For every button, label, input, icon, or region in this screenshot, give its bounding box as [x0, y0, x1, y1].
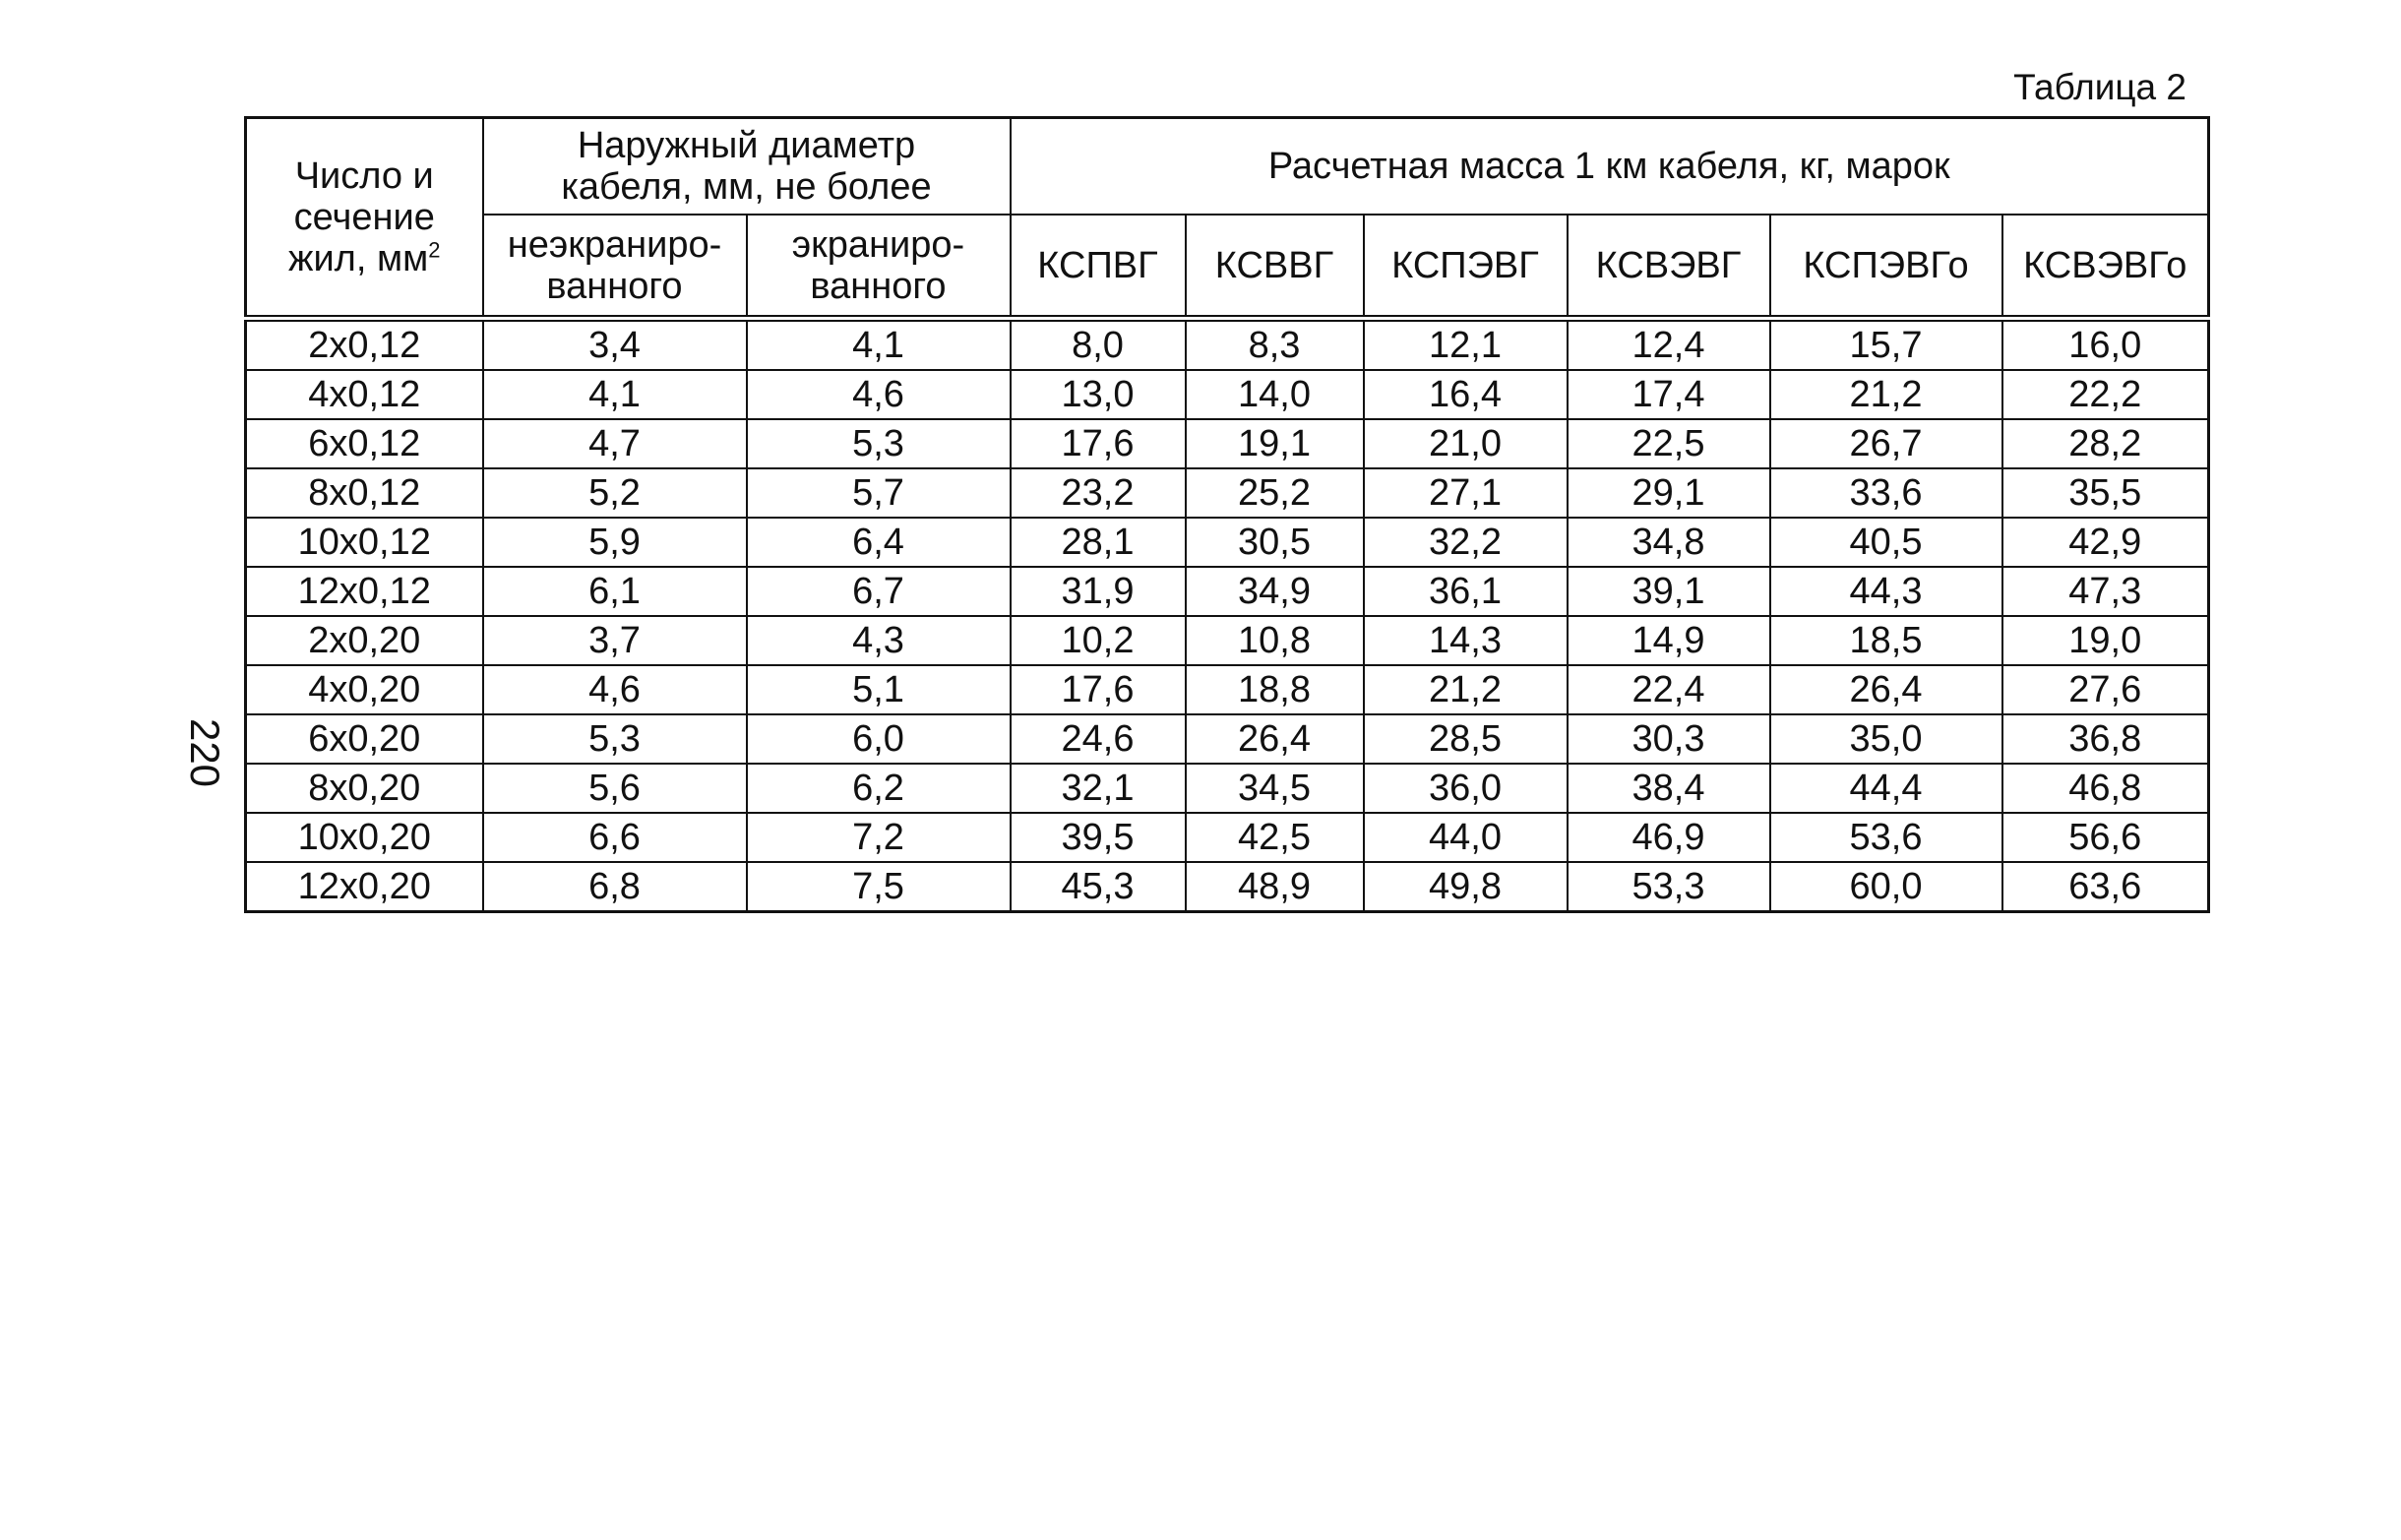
cell-diameter-unshielded: 6,1 [483, 567, 747, 616]
cell-mass-kspvg: 32,1 [1011, 764, 1186, 813]
header-mark-kspevg: КСПЭВГ [1364, 215, 1568, 319]
table-row [246, 764, 2209, 813]
cell-cores-section: 10x0,12 [246, 518, 483, 567]
cell-mass-ksvevg: 12,4 [1568, 319, 1770, 371]
cell-mass-ksvvg: 18,8 [1186, 665, 1364, 714]
table-row [246, 370, 2209, 419]
cell-mass-ksvvg: 30,5 [1186, 518, 1364, 567]
cell-cores-section: 6x0,20 [246, 714, 483, 764]
cell-mass-kspvg: 23,2 [1011, 468, 1186, 518]
table-row [246, 567, 2209, 616]
cell-mass-kspvg: 39,5 [1011, 813, 1186, 862]
cell-mass-kspvg: 8,0 [1011, 319, 1186, 371]
cell-mass-ksvevg: 38,4 [1568, 764, 1770, 813]
cell-cores-section: 8x0,20 [246, 764, 483, 813]
cell-mass-kspevg: 28,5 [1364, 714, 1568, 764]
cell-mass-ksvevgo: 19,0 [2002, 616, 2209, 665]
cell-cores-section: 10x0,20 [246, 813, 483, 862]
cell-diameter-unshielded: 5,2 [483, 468, 747, 518]
cell-cores-section: 12x0,12 [246, 567, 483, 616]
cell-diameter-shielded: 6,4 [747, 518, 1011, 567]
cell-cores-section: 2x0,20 [246, 616, 483, 665]
cell-diameter-shielded: 7,2 [747, 813, 1011, 862]
table-row [246, 319, 2209, 371]
cell-diameter-unshielded: 6,8 [483, 862, 747, 912]
cell-diameter-unshielded: 3,7 [483, 616, 747, 665]
cell-diameter-unshielded: 6,6 [483, 813, 747, 862]
cell-mass-ksvvg: 42,5 [1186, 813, 1364, 862]
header-shielded: экраниро- ванного [747, 215, 1011, 319]
cell-mass-ksvevgo: 36,8 [2002, 714, 2209, 764]
cell-mass-ksvevg: 30,3 [1568, 714, 1770, 764]
cell-mass-ksvvg: 34,5 [1186, 764, 1364, 813]
cell-mass-kspevg: 27,1 [1364, 468, 1568, 518]
cell-mass-ksvevgo: 28,2 [2002, 419, 2209, 468]
header-estimated-mass: Расчетная масса 1 км кабеля, кг, марок [1011, 118, 2209, 216]
cell-diameter-unshielded: 4,1 [483, 370, 747, 419]
cell-mass-ksvvg: 10,8 [1186, 616, 1364, 665]
header-mark-kspvg: КСПВГ [1011, 215, 1186, 319]
table-caption: Таблица 2 [2013, 67, 2186, 107]
table-body [246, 319, 2209, 912]
cell-mass-ksvevgo: 27,6 [2002, 665, 2209, 714]
table-row [246, 616, 2209, 665]
cell-mass-kspvg: 13,0 [1011, 370, 1186, 419]
cell-mass-ksvevgo: 63,6 [2002, 862, 2209, 912]
cable-mass-table [244, 116, 2210, 913]
cell-diameter-unshielded: 3,4 [483, 319, 747, 371]
header-mark-kspevgo: КСПЭВГо [1770, 215, 2002, 319]
cell-mass-ksvevg: 17,4 [1568, 370, 1770, 419]
table-row [246, 714, 2209, 764]
cell-mass-kspvg: 24,6 [1011, 714, 1186, 764]
cell-diameter-shielded: 4,1 [747, 319, 1011, 371]
cell-mass-ksvevgo: 22,2 [2002, 370, 2209, 419]
cell-cores-section: 4x0,20 [246, 665, 483, 714]
table-row [246, 518, 2209, 567]
cell-mass-kspevg: 14,3 [1364, 616, 1568, 665]
cell-mass-kspevgo: 33,6 [1770, 468, 2002, 518]
cell-diameter-shielded: 5,1 [747, 665, 1011, 714]
cell-mass-ksvevg: 29,1 [1568, 468, 1770, 518]
cell-mass-ksvvg: 19,1 [1186, 419, 1364, 468]
cell-diameter-shielded: 4,6 [747, 370, 1011, 419]
cell-diameter-shielded: 6,7 [747, 567, 1011, 616]
cell-mass-ksvvg: 8,3 [1186, 319, 1364, 371]
cell-mass-kspvg: 28,1 [1011, 518, 1186, 567]
cell-mass-kspevgo: 35,0 [1770, 714, 2002, 764]
cell-mass-ksvevg: 46,9 [1568, 813, 1770, 862]
cell-mass-ksvevgo: 46,8 [2002, 764, 2209, 813]
header-mark-ksvvg: КСВВГ [1186, 215, 1364, 319]
cell-diameter-unshielded: 4,7 [483, 419, 747, 468]
cell-mass-kspvg: 17,6 [1011, 665, 1186, 714]
header-outer-diameter: Наружный диаметр кабеля, мм, не более [483, 118, 1011, 216]
cell-diameter-unshielded: 5,6 [483, 764, 747, 813]
cell-diameter-shielded: 5,7 [747, 468, 1011, 518]
cell-mass-kspevgo: 26,7 [1770, 419, 2002, 468]
cell-cores-section: 4x0,12 [246, 370, 483, 419]
cell-mass-ksvvg: 34,9 [1186, 567, 1364, 616]
table-row [246, 665, 2209, 714]
cell-diameter-shielded: 6,2 [747, 764, 1011, 813]
cell-mass-kspevg: 12,1 [1364, 319, 1568, 371]
cell-mass-ksvvg: 48,9 [1186, 862, 1364, 912]
cell-mass-kspevg: 44,0 [1364, 813, 1568, 862]
header-mark-ksvevgo: КСВЭВГо [2002, 215, 2209, 319]
cell-mass-kspvg: 10,2 [1011, 616, 1186, 665]
header-unshielded: неэкраниро- ванного [483, 215, 747, 319]
cell-diameter-shielded: 4,3 [747, 616, 1011, 665]
cell-mass-kspvg: 31,9 [1011, 567, 1186, 616]
cell-cores-section: 6x0,12 [246, 419, 483, 468]
cell-mass-ksvevgo: 35,5 [2002, 468, 2209, 518]
table-row [246, 419, 2209, 468]
cell-mass-kspevgo: 60,0 [1770, 862, 2002, 912]
cell-mass-kspevgo: 44,3 [1770, 567, 2002, 616]
cell-mass-ksvevgo: 47,3 [2002, 567, 2209, 616]
cell-cores-section: 2x0,12 [246, 319, 483, 371]
cell-mass-kspevg: 36,0 [1364, 764, 1568, 813]
cell-mass-ksvvg: 26,4 [1186, 714, 1364, 764]
header-cores-section [246, 118, 483, 319]
cell-mass-kspevgo: 15,7 [1770, 319, 2002, 371]
cell-mass-ksvevg: 22,4 [1568, 665, 1770, 714]
cell-mass-kspevg: 36,1 [1364, 567, 1568, 616]
cell-mass-ksvevg: 14,9 [1568, 616, 1770, 665]
cell-mass-kspevg: 32,2 [1364, 518, 1568, 567]
cell-mass-kspevg: 21,2 [1364, 665, 1568, 714]
cell-diameter-unshielded: 5,3 [483, 714, 747, 764]
cell-mass-ksvevgo: 16,0 [2002, 319, 2209, 371]
cell-mass-kspvg: 45,3 [1011, 862, 1186, 912]
cell-mass-kspevg: 49,8 [1364, 862, 1568, 912]
cell-mass-kspevgo: 53,6 [1770, 813, 2002, 862]
page-number: 220 [182, 717, 228, 788]
cell-mass-ksvvg: 14,0 [1186, 370, 1364, 419]
cell-cores-section: 12x0,20 [246, 862, 483, 912]
cell-mass-ksvevg: 39,1 [1568, 567, 1770, 616]
cell-diameter-shielded: 6,0 [747, 714, 1011, 764]
cell-diameter-shielded: 5,3 [747, 419, 1011, 468]
cell-mass-kspevgo: 40,5 [1770, 518, 2002, 567]
cell-mass-kspevgo: 26,4 [1770, 665, 2002, 714]
header-mark-ksvevg: КСВЭВГ [1568, 215, 1770, 319]
cell-mass-ksvvg: 25,2 [1186, 468, 1364, 518]
cell-diameter-unshielded: 5,9 [483, 518, 747, 567]
cell-diameter-unshielded: 4,6 [483, 665, 747, 714]
table-row [246, 862, 2209, 912]
cell-mass-ksvevgo: 56,6 [2002, 813, 2209, 862]
cell-mass-ksvevgo: 42,9 [2002, 518, 2209, 567]
table-row [246, 813, 2209, 862]
cell-mass-kspevg: 16,4 [1364, 370, 1568, 419]
cell-mass-kspevgo: 44,4 [1770, 764, 2002, 813]
header-cores-section-sup: 2 [428, 236, 441, 262]
cell-mass-ksvevg: 34,8 [1568, 518, 1770, 567]
cell-cores-section: 8x0,12 [246, 468, 483, 518]
cell-mass-ksvevg: 53,3 [1568, 862, 1770, 912]
cell-mass-kspevgo: 18,5 [1770, 616, 2002, 665]
cell-diameter-shielded: 7,5 [747, 862, 1011, 912]
cell-mass-kspevgo: 21,2 [1770, 370, 2002, 419]
cell-mass-kspevg: 21,0 [1364, 419, 1568, 468]
header-cores-section-text: Число и сечение жил, мм [288, 154, 435, 279]
cell-mass-kspvg: 17,6 [1011, 419, 1186, 468]
cell-mass-ksvevg: 22,5 [1568, 419, 1770, 468]
table-row [246, 468, 2209, 518]
